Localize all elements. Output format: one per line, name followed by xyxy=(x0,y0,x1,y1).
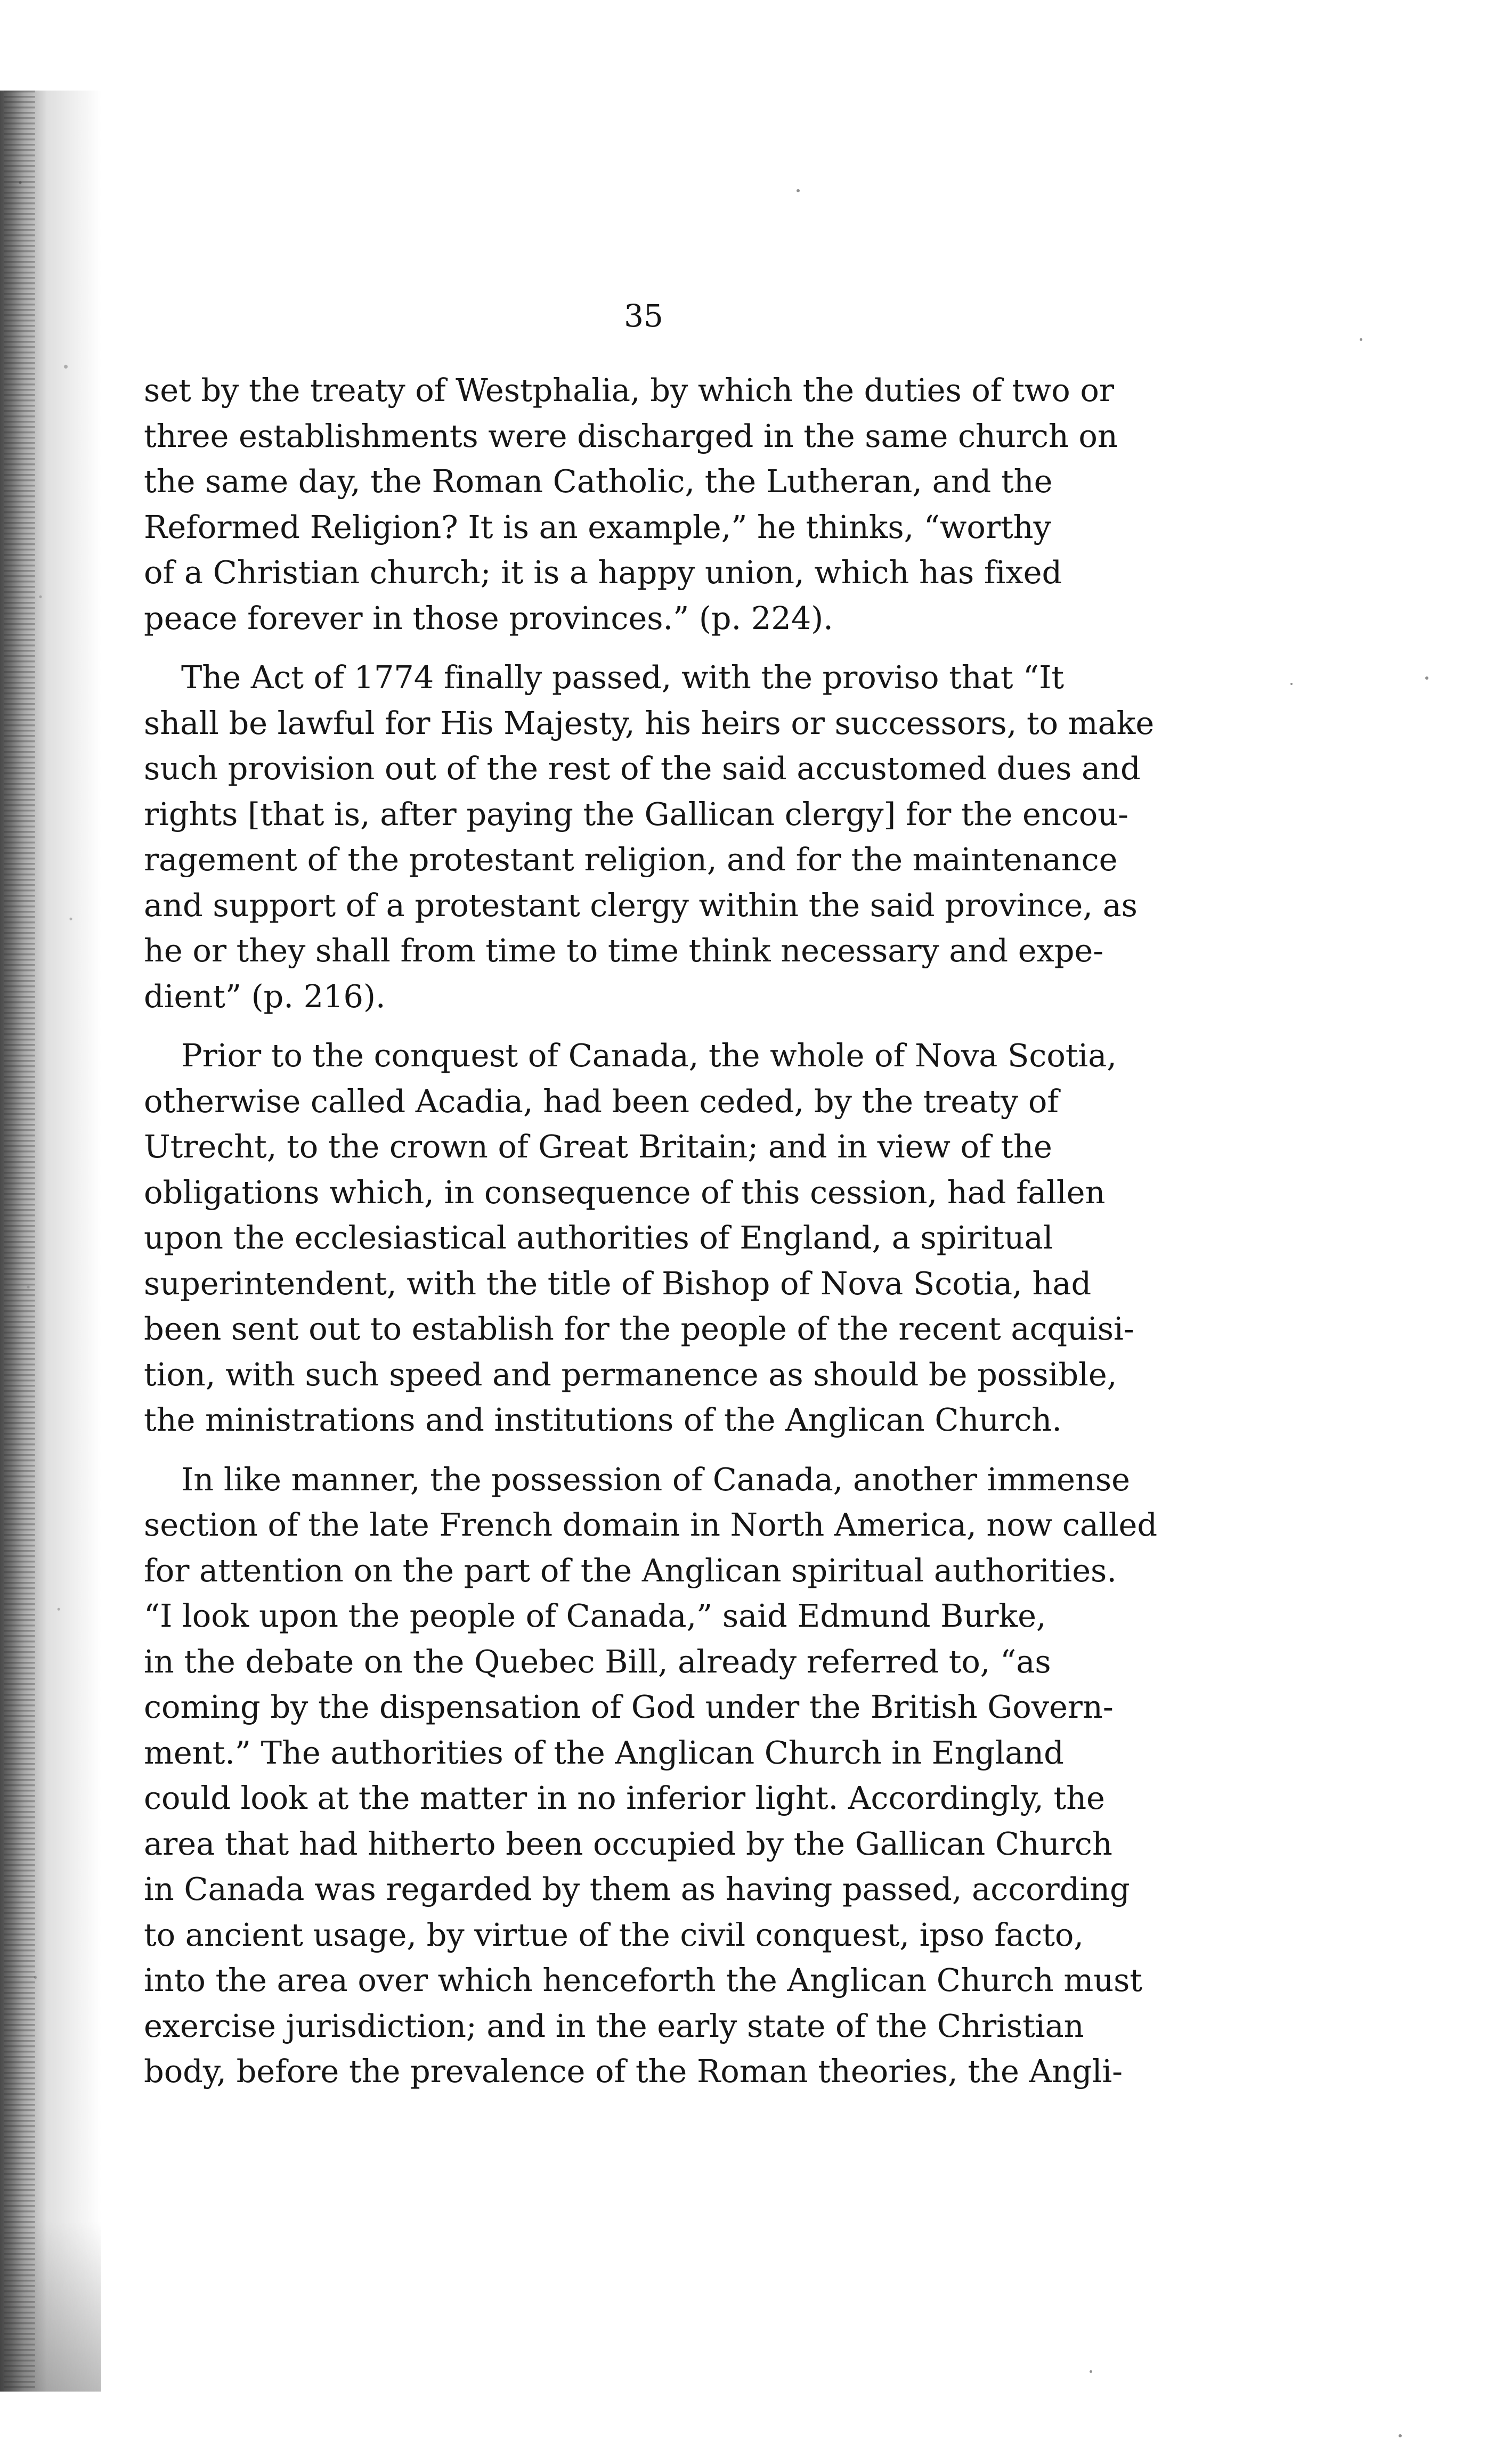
text-line: the ministrations and institutions of the Anglican Church. xyxy=(144,1401,1062,1438)
scan-speck xyxy=(1290,683,1293,685)
text-line: peace forever in those provinces.” (p. 224). xyxy=(144,599,833,637)
paragraph-act-1774 xyxy=(144,655,1161,1019)
text-line: been sent out to establish for the people of the recent acquisi- xyxy=(144,1310,1134,1347)
text-line: area that had hitherto been occupied by the Gallican Church xyxy=(144,1825,1112,1862)
scan-speck xyxy=(1399,2434,1402,2437)
text-line: Reformed Religion? It is an example,” he thinks, “worthy xyxy=(144,508,1051,545)
text-line: of a Christian church; it is a happy union, which has fixed xyxy=(144,554,1062,591)
text-line: shall be lawful for His Majesty, his heirs or successors, to make xyxy=(144,704,1155,741)
text-line: Prior to the conquest of Canada, the whole of Nova Scotia, xyxy=(181,1037,1117,1074)
scan-speck xyxy=(1425,676,1428,680)
text-line: the same day, the Roman Catholic, the Lutheran, and the xyxy=(144,463,1053,500)
text-line: section of the late French domain in North America, now called xyxy=(144,1506,1158,1543)
text-line: otherwise called Acadia, had been ceded, by the treaty of xyxy=(144,1082,1059,1120)
text-line: superintendent, with the title of Bishop of Nova Scotia, had xyxy=(144,1264,1092,1302)
text-line: “I look upon the people of Canada,” said Edmund Burke, xyxy=(144,1597,1046,1634)
scan-speck xyxy=(1360,338,1362,341)
text-line: exercise jurisdiction; and in the early state of the Christian xyxy=(144,2007,1084,2044)
text-line: rights [that is, after paying the Gallican clergy] for the encou- xyxy=(144,795,1128,833)
text-line: for attention on the part of the Anglican spiritual authorities. xyxy=(144,1552,1117,1589)
text-line: body, before the prevalence of the Roman theories, the Angli- xyxy=(144,2053,1123,2090)
scan-edge-shadow xyxy=(0,91,101,2392)
text-line: ragement of the protestant religion, and for the maintenance xyxy=(144,841,1118,878)
paragraph-canada xyxy=(144,1457,1161,2094)
text-line: could look at the matter in no inferior light. Accordingly, the xyxy=(144,1780,1105,1816)
text-line: he or they shall from time to time think necessary and expe- xyxy=(144,932,1104,969)
text-line: in the debate on the Quebec Bill, already referred to, “as xyxy=(144,1643,1051,1680)
text-line: in Canada was regarded by them as having passed, according xyxy=(144,1871,1130,1907)
text-line: and support of a protestant clergy within the said province, as xyxy=(144,886,1138,924)
text-line: upon the ecclesiastical authorities of England, a spiritual xyxy=(144,1219,1053,1256)
text-line: ment.” The authorities of the Anglican Church in England xyxy=(144,1734,1064,1771)
text-line: The Act of 1774 finally passed, with the proviso that “It xyxy=(181,659,1064,696)
scan-speck xyxy=(797,189,800,192)
text-line: dient” (p. 216). xyxy=(144,977,386,1015)
text-line: to ancient usage, by virtue of the civil conquest, ipso facto, xyxy=(144,1916,1084,1953)
text-line: such provision out of the rest of the said accustomed dues and xyxy=(144,750,1141,787)
text-line: obligations which, in consequence of this cession, had fallen xyxy=(144,1173,1106,1211)
text-line: tion, with such speed and permanence as should be possible, xyxy=(144,1356,1117,1393)
text-line: into the area over which henceforth the Anglican Church must xyxy=(144,1962,1142,1998)
document-page-text xyxy=(144,368,1161,2094)
page-number: 35 xyxy=(624,298,663,334)
scan-speck xyxy=(1090,2370,1092,2373)
text-line: coming by the dispensation of God under the British Govern- xyxy=(144,1688,1114,1725)
text-line: In like manner, the possession of Canada, another immense xyxy=(181,1461,1130,1498)
paragraph-nova-scotia xyxy=(144,1033,1161,1443)
text-line: Utrecht, to the crown of Great Britain; and in view of the xyxy=(144,1128,1052,1165)
text-line: three establishments were discharged in the same church on xyxy=(144,417,1118,454)
text-line: set by the treaty of Westphalia, by which the duties of two or xyxy=(144,372,1114,409)
paragraph-westphalia xyxy=(144,368,1161,641)
